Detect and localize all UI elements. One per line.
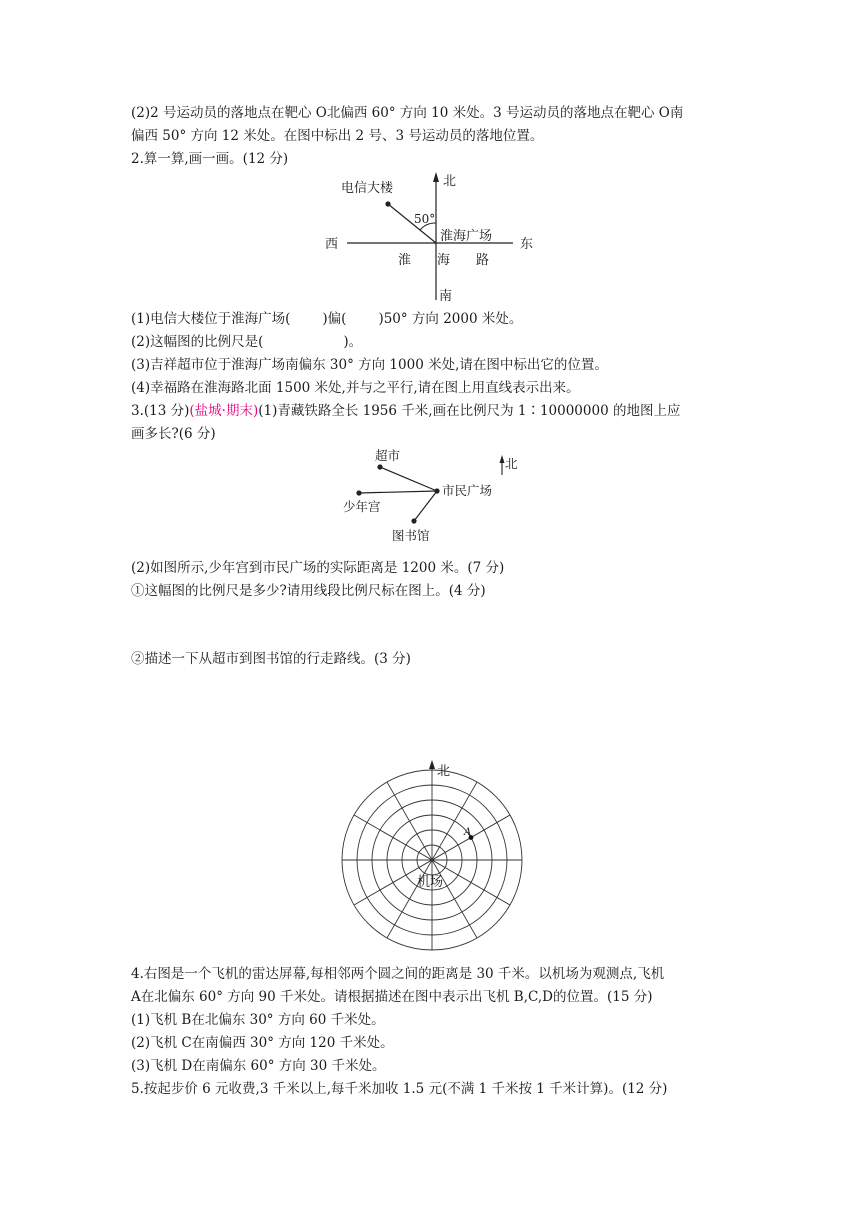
q1-part2-line2: 偏西 50° 方向 12 米处。在图中标出 2 号、3 号运动员的落地位置。 <box>131 128 544 144</box>
q2-sub1: (1)电信大楼位于淮海广场( )偏( )50° 方向 2000 米处。 <box>131 311 523 327</box>
q4-sub1: (1)飞机 B在北偏东 30° 方向 60 千米处。 <box>131 1012 385 1028</box>
q3-plaza-label: 市民广场 <box>442 483 493 498</box>
q3-line1: 3.(13 分)(盐城·期末)(1)青藏铁路全长 1956 千米,画在比例尺为 1∶10000000 的地图上应 <box>131 403 681 419</box>
q3-line2: 画多长?(6 分) <box>131 426 216 442</box>
q2-building-label: 电信大楼 <box>341 181 394 196</box>
q3-north-label: 北 <box>505 456 518 471</box>
q2-sub4: (4)幸福路在淮海路北面 1500 米处,并与之平行,请在图上用直线表示出来。 <box>131 380 580 396</box>
q4-radar-figure <box>0 758 860 958</box>
q2-road-char-1: 淮 <box>398 253 412 268</box>
q5-line: 5.按起步价 6 元收费,3 千米以上,每千米加收 1.5 元(不满 1 千米按 1 千米计算)。(12 分) <box>131 1081 668 1097</box>
q2-plaza-label: 淮海广场 <box>440 229 493 244</box>
q3-youth-label: 少年宫 <box>343 499 381 514</box>
q3-sub2: (2)如图所示,少年宫到市民广场的实际距离是 1200 米。(7 分) <box>131 560 505 576</box>
q4-sub2: (2)飞机 C在南偏西 30° 方向 120 千米处。 <box>131 1035 394 1051</box>
north-arrow-icon <box>433 172 439 182</box>
supermarket-point <box>377 464 382 469</box>
q2-road-char-2: 海 <box>437 253 451 268</box>
plaza-point <box>434 488 439 493</box>
q2-sub3: (3)吉祥超市位于淮海广场南偏东 30° 方向 1000 米处,请在图中标出它的位置。 <box>131 357 608 373</box>
q2-title: 2.算一算,画一画。(12 分) <box>131 151 289 167</box>
q4-line1: 4.右图是一个飞机的雷达屏幕,每相邻两个圆之间的距离是 30 千米。以机场为观测点,飞机 <box>131 966 665 982</box>
q2-west-label: 西 <box>325 237 339 252</box>
q2-road-char-3: 路 <box>476 253 490 268</box>
q4-airport-label: 机场 <box>417 875 444 890</box>
q2-direction-figure <box>0 170 860 305</box>
q2-north-label: 北 <box>443 174 457 189</box>
building-point <box>385 201 390 206</box>
radar-north-arrow-icon <box>429 760 435 769</box>
q3-library-label: 图书馆 <box>392 528 430 543</box>
q4-point-a-label: A <box>464 827 472 838</box>
q3-sub2-2: ②描述一下从超市到图书馆的行走路线。(3 分) <box>131 651 411 667</box>
q4-sub3: (3)飞机 D在南偏东 60° 方向 30 千米处。 <box>131 1058 386 1074</box>
q1-part2-line1: (2)2 号运动员的落地点在靶心 O北偏西 60° 方向 10 米处。3 号运动员的落地点在靶心 O南 <box>131 105 684 121</box>
youth-center-point <box>356 490 361 495</box>
q2-sub2: (2)这幅图的比例尺是( )。 <box>131 334 363 350</box>
q4-north-label: 北 <box>437 764 451 779</box>
q2-angle-label: 50° <box>414 212 436 226</box>
q4-line2: A在北偏东 60° 方向 90 千米处。请根据描述在图中表示出飞机 B,C,D的位置。(15 分) <box>131 989 653 1005</box>
q3-map-figure <box>0 443 860 548</box>
radar-grid <box>342 760 522 950</box>
q2-south-label: 南 <box>439 289 453 304</box>
q3-sub2-1: ①这幅图的比例尺是多少?请用线段比例尺标在图上。(4 分) <box>131 583 486 599</box>
q3-source-tag: (盐城·期末) <box>189 403 259 419</box>
q3-supermarket-label: 超市 <box>375 448 401 463</box>
q2-east-label: 东 <box>520 237 534 252</box>
library-point <box>411 518 416 523</box>
q3-north-arrow-icon <box>500 455 505 463</box>
